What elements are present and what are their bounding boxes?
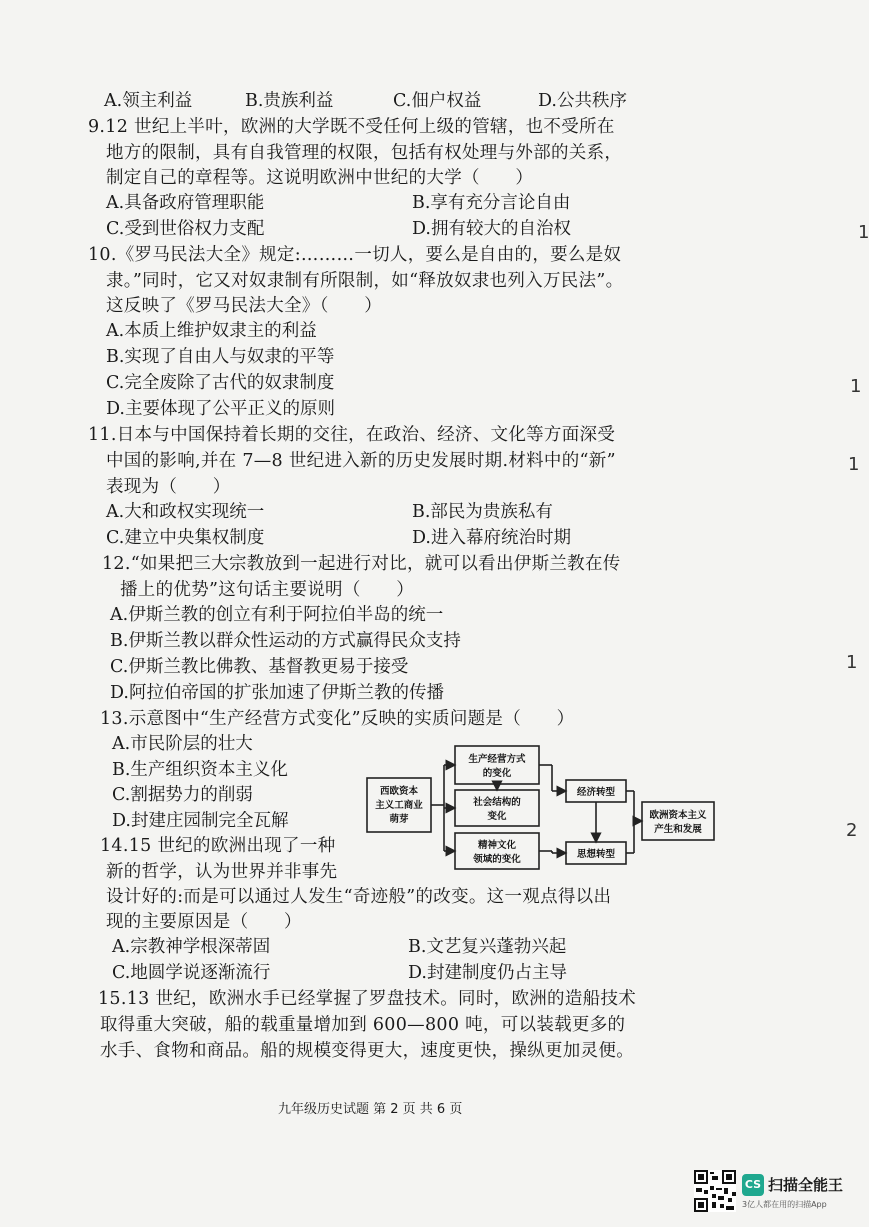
q12-option-a: A.伊斯兰教的创立有利于阿拉伯半岛的统一 bbox=[110, 605, 444, 625]
q8-option-d: D.公共秩序 bbox=[538, 91, 627, 111]
box-left-text: 萌芽 bbox=[389, 814, 409, 825]
q12-stem-line: 播上的优势”这句话主要说明（ ） bbox=[120, 580, 415, 600]
q10-option-d: D.主要体现了公平正义的原则 bbox=[106, 399, 335, 419]
qr-code-icon bbox=[694, 1170, 736, 1212]
box-left-text: 主义工商业 bbox=[375, 800, 423, 811]
q14-stem-line: 现的主要原因是（ ） bbox=[106, 912, 302, 932]
q13-option-b: B.生产组织资本主义化 bbox=[112, 760, 288, 780]
edge-number: 1 bbox=[846, 652, 858, 673]
q15-stem-line: 水手、食物和商品。船的规模变得更大，速度更快，操纵更加灵便。 bbox=[100, 1041, 634, 1061]
q9-option-a: A.具备政府管理职能 bbox=[106, 193, 265, 213]
flow-diagram bbox=[362, 740, 722, 875]
q15-stem-line: 取得重大突破，船的载重量增加到 600—800 吨，可以装载更多的 bbox=[100, 1015, 626, 1035]
edge-number: 1 bbox=[858, 222, 869, 243]
q14-stem-line: 设计好的:而是可以通过人发生“奇迹般”的改变。这一观点得以出 bbox=[106, 887, 612, 907]
q10-stem-line: 这反映了《罗马民法大全》（ ） bbox=[106, 296, 383, 316]
q9-option-c: C.受到世俗权力支配 bbox=[106, 219, 265, 239]
scanner-watermark bbox=[742, 1172, 862, 1212]
q13-option-c: C.割据势力的削弱 bbox=[112, 785, 253, 805]
box-econ-text: 经济转型 bbox=[576, 787, 616, 798]
box-left-text: 西欧资本 bbox=[379, 786, 419, 797]
q10-stem-line: 隶。”同时，它又对奴隶制有所限制，如“释放奴隶也列入万民法”。 bbox=[106, 271, 624, 291]
q10-stem-line: 10.《罗马民法大全》规定:………一切人，要么是自由的，要么是奴 bbox=[88, 245, 622, 265]
q12-stem-line: 12.“如果把三大宗教放到一起进行对比，就可以看出伊斯兰教在传 bbox=[102, 554, 621, 574]
q9-stem-line: 9.12 世纪上半叶，欧洲的大学既不受任何上级的管辖，也不受所在 bbox=[88, 117, 615, 137]
q9-option-d: D.拥有较大的自治权 bbox=[412, 219, 571, 239]
box-result-text: 欧洲资本主义 bbox=[649, 810, 707, 821]
q14-option-d: D.封建制度仍占主导 bbox=[408, 963, 567, 983]
q12-option-c: C.伊斯兰教比佛教、基督教更易于接受 bbox=[110, 657, 409, 677]
q11-option-a: A.大和政权实现统一 bbox=[106, 502, 265, 522]
edge-number: 1 bbox=[850, 376, 862, 397]
box-top-text: 生产经营方式 bbox=[468, 754, 526, 765]
q10-option-c: C.完全废除了古代的奴隶制度 bbox=[106, 373, 335, 393]
box-mid-text: 社会结构的 bbox=[473, 797, 521, 808]
q11-option-c: C.建立中央集权制度 bbox=[106, 528, 265, 548]
box-bot-text: 精神文化 bbox=[477, 840, 517, 851]
q14-stem-line: 14.15 世纪的欧洲出现了一种 bbox=[100, 836, 336, 856]
q9-stem-line: 制定自己的章程等。这说明欧洲中世纪的大学（ ） bbox=[106, 168, 534, 188]
box-mid-text: 变化 bbox=[487, 811, 507, 822]
q12-option-b: B.伊斯兰教以群众性运动的方式赢得民众支持 bbox=[110, 631, 461, 651]
edge-number: 2 bbox=[846, 820, 858, 841]
box-result-text: 产生和发展 bbox=[654, 824, 702, 835]
q11-stem-line: 11.日本与中国保持着长期的交往，在政治、经济、文化等方面深受 bbox=[88, 425, 616, 445]
scanner-name: 扫描全能王 bbox=[768, 1176, 844, 1194]
box-top-text: 的变化 bbox=[482, 768, 512, 779]
q9-option-b: B.享有充分言论自由 bbox=[412, 193, 571, 213]
box-thought-text: 思想转型 bbox=[576, 849, 616, 860]
q8-option-c: C.佃户权益 bbox=[393, 91, 482, 111]
q14-option-c: C.地圆学说逐渐流行 bbox=[112, 963, 271, 983]
q12-option-d: D.阿拉伯帝国的扩张加速了伊斯兰教的传播 bbox=[110, 683, 444, 703]
page-footer: 九年级历史试题 第 2 页 共 6 页 bbox=[278, 1102, 463, 1117]
q9-stem-line: 地方的限制，具有自我管理的权限，包括有权处理与外部的关系， bbox=[106, 143, 623, 163]
q10-option-a: A.本质上维护奴隶主的利益 bbox=[106, 321, 317, 341]
box-bot-text: 领域的变化 bbox=[473, 854, 521, 865]
q13-stem-line: 13.示意图中“生产经营方式变化”反映的实质问题是（ ） bbox=[100, 709, 575, 729]
q14-stem-line: 新的哲学，认为世界并非事先 bbox=[106, 862, 338, 882]
edge-number: 1 bbox=[848, 454, 860, 475]
q13-option-a: A.市民阶层的壮大 bbox=[112, 734, 253, 754]
q14-option-b: B.文艺复兴蓬勃兴起 bbox=[408, 937, 567, 957]
scanner-logo: CS bbox=[742, 1174, 764, 1196]
q11-option-d: D.进入幕府统治时期 bbox=[412, 528, 571, 548]
q13-option-d: D.封建庄园制完全瓦解 bbox=[112, 811, 289, 831]
scanner-tagline: 3亿人都在用的扫描App bbox=[742, 1200, 827, 1209]
q8-option-b: B.贵族利益 bbox=[245, 91, 334, 111]
q10-option-b: B.实现了自由人与奴隶的平等 bbox=[106, 347, 335, 367]
q11-stem-line: 中国的影响,并在 7—8 世纪进入新的历史发展时期.材料中的“新” bbox=[106, 451, 616, 471]
q8-option-a: A.领主利益 bbox=[104, 91, 193, 111]
q14-option-a: A.宗教神学根深蒂固 bbox=[112, 937, 271, 957]
q11-stem-line: 表现为（ ） bbox=[106, 477, 231, 497]
q11-option-b: B.部民为贵族私有 bbox=[412, 502, 553, 522]
q15-stem-line: 15.13 世纪，欧洲水手已经掌握了罗盘技术。同时，欧洲的造船技术 bbox=[98, 989, 637, 1009]
